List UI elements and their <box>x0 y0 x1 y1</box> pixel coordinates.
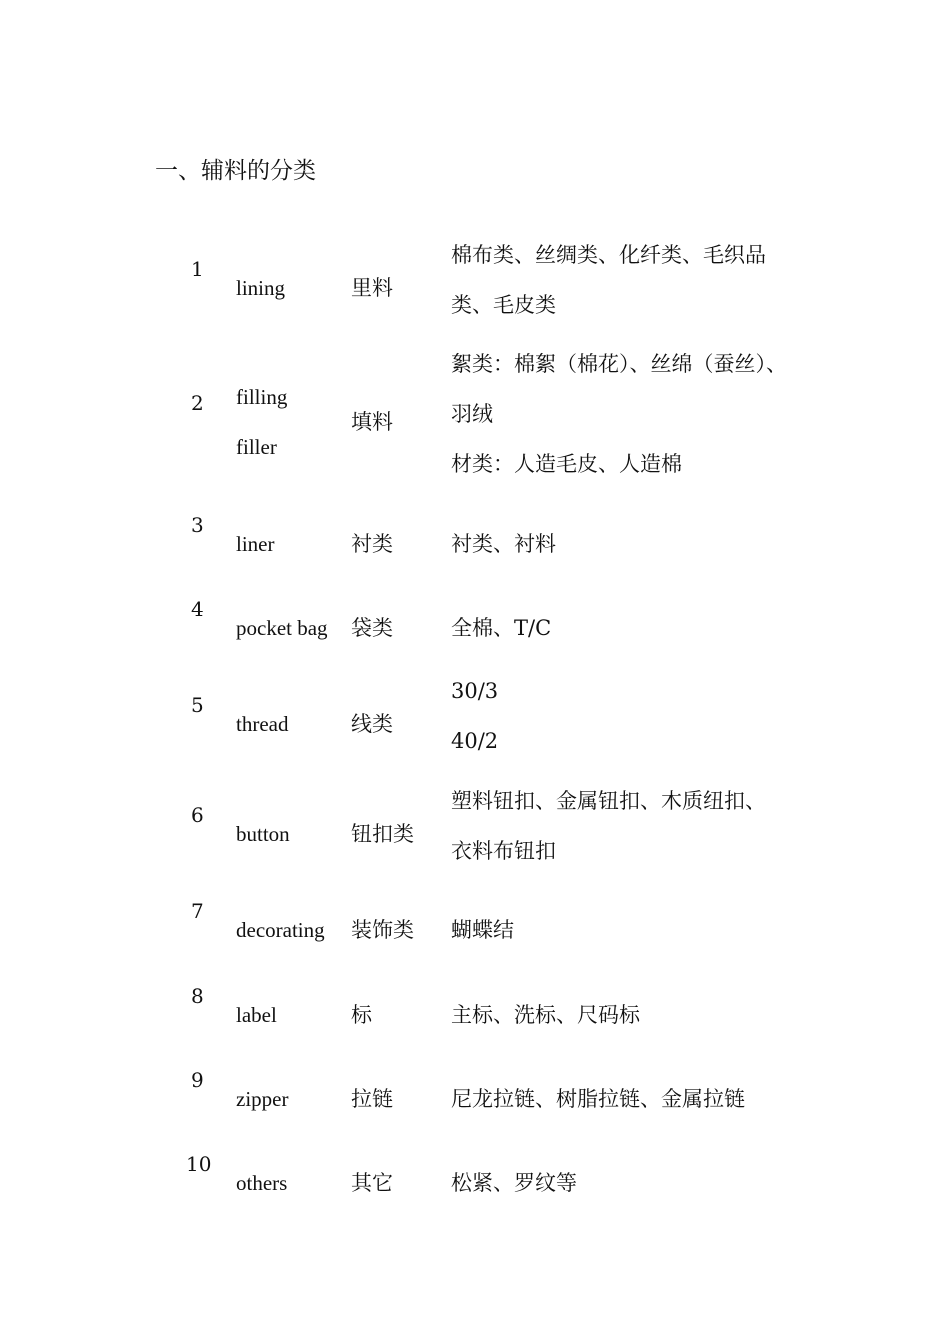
table-row <box>0 897 950 947</box>
description <box>451 905 514 955</box>
english-term <box>236 1158 287 1208</box>
description-line: 衬类、衬料 <box>451 532 556 556</box>
english-term-line: filler <box>236 435 277 459</box>
description-line: 蝴蝶结 <box>451 918 514 942</box>
table-row <box>0 595 950 645</box>
english-term-line: thread <box>236 712 289 736</box>
description-line: 主标、洗标、尺码标 <box>451 1003 640 1027</box>
description-line: 衣料布钮扣 <box>451 839 556 863</box>
row-number: 2 <box>191 391 204 415</box>
table-row <box>0 1066 950 1116</box>
english-term <box>236 519 274 569</box>
english-term-line: lining <box>236 276 286 300</box>
english-term-line: others <box>236 1171 288 1195</box>
chinese-term: 拉链 <box>351 1087 393 1111</box>
row-number: 5 <box>191 693 204 717</box>
english-term <box>236 603 328 653</box>
chinese-term: 袋类 <box>351 616 393 640</box>
description <box>451 666 498 766</box>
chinese-term: 标 <box>351 1003 372 1027</box>
row-number: 9 <box>191 1068 204 1092</box>
row-number: 1 <box>191 257 204 281</box>
table-row <box>0 1150 950 1200</box>
english-term-line: decorating <box>236 918 325 942</box>
table-row <box>0 511 950 561</box>
description <box>451 1074 745 1124</box>
description <box>451 990 640 1040</box>
english-term <box>236 905 325 955</box>
description <box>451 603 551 653</box>
row-number: 7 <box>191 899 204 923</box>
description-line: 尼龙拉链、树脂拉链、金属拉链 <box>451 1087 745 1111</box>
chinese-term: 装饰类 <box>351 918 414 942</box>
chinese-term: 里料 <box>351 276 393 300</box>
chinese-term: 衬类 <box>351 532 393 556</box>
row-number: 3 <box>191 513 204 537</box>
description-line: 絮类：棉絮（棉花）、丝绵（蚕丝）、 <box>451 352 787 376</box>
description-line: 松紧、罗纹等 <box>451 1171 577 1195</box>
description-line: 40/2 <box>451 729 499 753</box>
description-line: 棉布类、丝绸类、化纤类、毛织品 <box>451 243 766 267</box>
english-term <box>236 1074 288 1124</box>
english-term-line: zipper <box>236 1087 289 1111</box>
table-row <box>0 666 950 766</box>
table-row <box>0 230 950 330</box>
chinese-term: 其它 <box>351 1171 393 1195</box>
description <box>451 230 766 330</box>
description-line: 类、毛皮类 <box>451 293 556 317</box>
table-row <box>0 982 950 1032</box>
description-line: 30/3 <box>451 679 499 703</box>
description <box>451 1158 577 1208</box>
english-term <box>236 699 288 749</box>
description <box>451 519 556 569</box>
row-number: 10 <box>186 1152 212 1176</box>
page-title: 一、辅料的分类 <box>155 158 316 184</box>
description-line: 材类：人造毛皮、人造棉 <box>451 452 682 476</box>
chinese-term: 线类 <box>351 712 393 736</box>
description-line: 塑料钮扣、金属钮扣、木质纽扣、 <box>451 789 766 813</box>
row-number: 8 <box>191 984 204 1008</box>
row-number: 4 <box>191 597 204 621</box>
table-row <box>0 776 950 876</box>
description <box>451 339 787 489</box>
description <box>451 776 766 876</box>
table-row <box>0 339 950 489</box>
description-line: 全棉、T/C <box>451 616 552 640</box>
english-term-line: button <box>236 822 290 846</box>
chinese-term: 填料 <box>351 410 393 434</box>
row-number: 6 <box>191 803 204 827</box>
english-term <box>236 990 277 1040</box>
english-term-line: label <box>236 1003 277 1027</box>
description-line: 羽绒 <box>451 402 493 426</box>
english-term-line: pocket bag <box>236 616 328 640</box>
english-term-line: filling <box>236 385 288 409</box>
english-term <box>236 372 287 472</box>
chinese-term: 钮扣类 <box>351 822 414 846</box>
english-term <box>236 809 290 859</box>
english-term <box>236 263 285 313</box>
english-term-line: liner <box>236 532 275 556</box>
